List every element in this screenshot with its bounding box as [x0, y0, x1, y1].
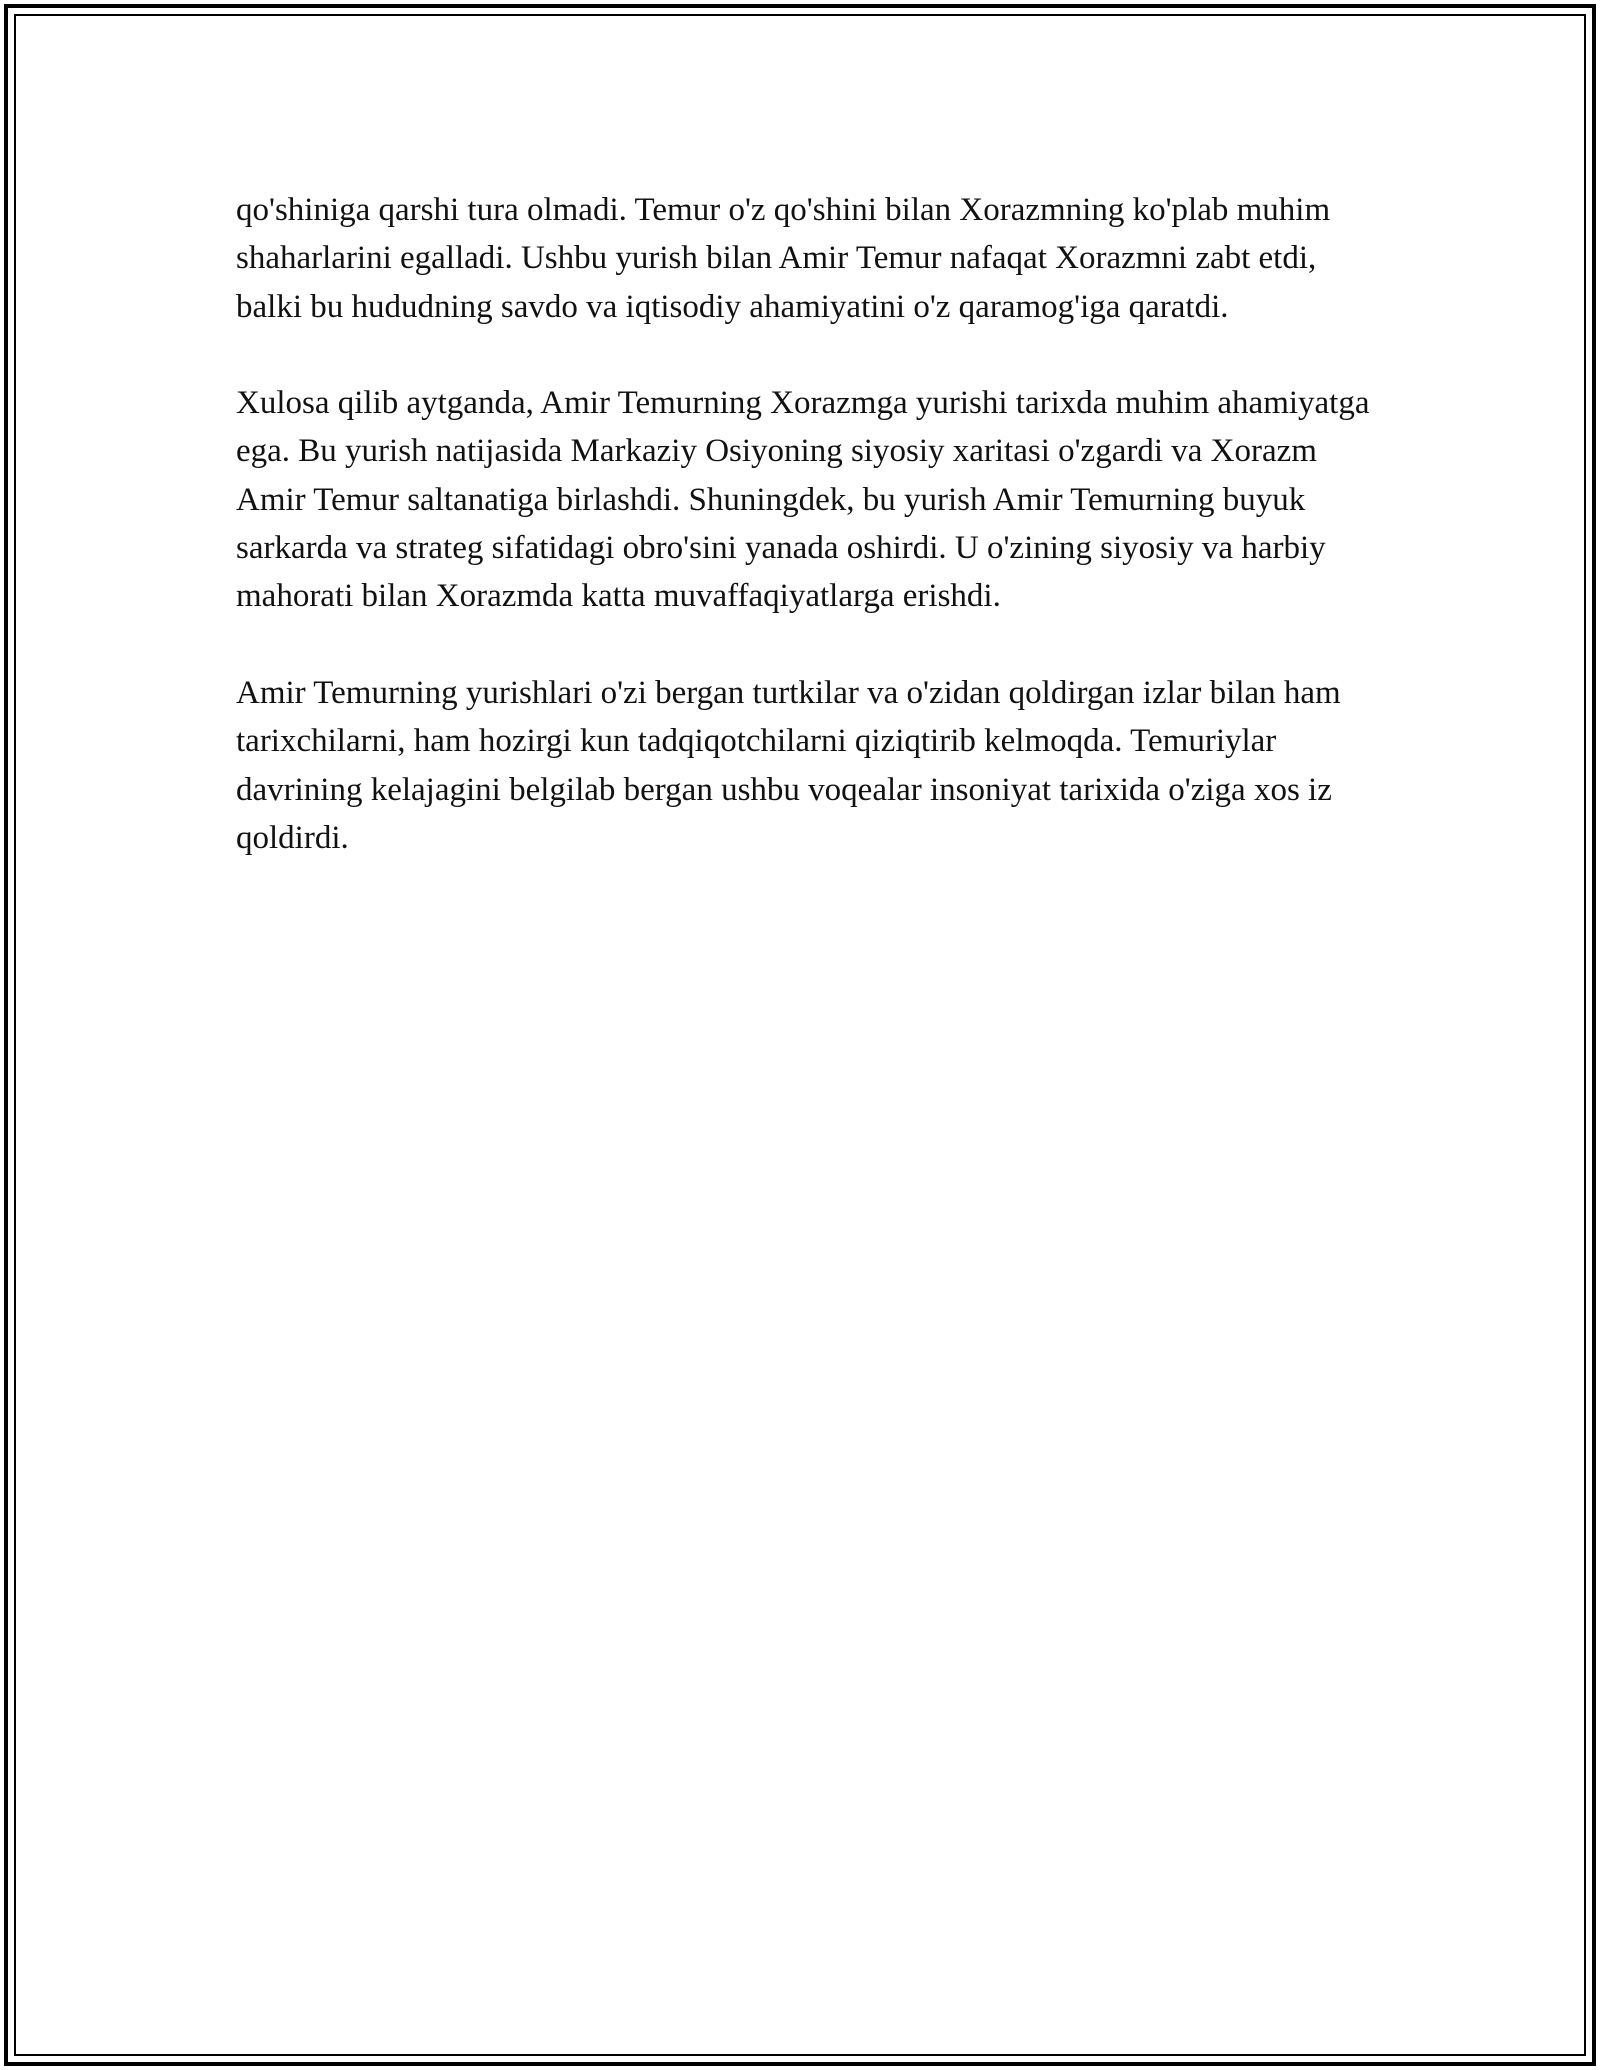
paragraph-2: Xulosa qilib aytganda, Amir Temurning Xorazmga yurishi tarixda muhim ahamiyatga ega. Bu yurish natijasida Markaziy Osiyoning siyosiy xaritasi o'zgardi va Xorazm Amir Temur saltanatiga birlashdi. Shuningdek, bu yurish Amir Temurning buyuk sarkarda va strateg sifatidagi obro'sini yanada oshirdi. U o'zining siyosiy va harbiy mahorati bilan Xorazmda katta muvaffaqiyatlarga erishdi.	[236, 385, 1370, 615]
document-body	[236, 186, 1376, 862]
paragraph-1: qo'shiniga qarshi tura olmadi. Temur o'z qo'shini bilan Xorazmning ko'plab muhim shaharlarini egalladi. Ushbu yurish bilan Amir Temur nafaqat Xorazmni zabt etdi, balki bu hududning savdo va iqtisodiy ahamiyatini o'z qaramog'iga qaratdi.	[236, 192, 1331, 325]
paragraph-3: Amir Temurning yurishlari o'zi bergan turtkilar va o'zidan qoldirgan izlar bilan ham tarixchilarni, ham hozirgi kun tadqiqotchilarni qiziqtirib kelmoqda. Temuriylar davrining kelajagini belgilab bergan ushbu voqealar insoniyat tarixida o'ziga xos iz qoldirdi.	[236, 674, 1341, 856]
